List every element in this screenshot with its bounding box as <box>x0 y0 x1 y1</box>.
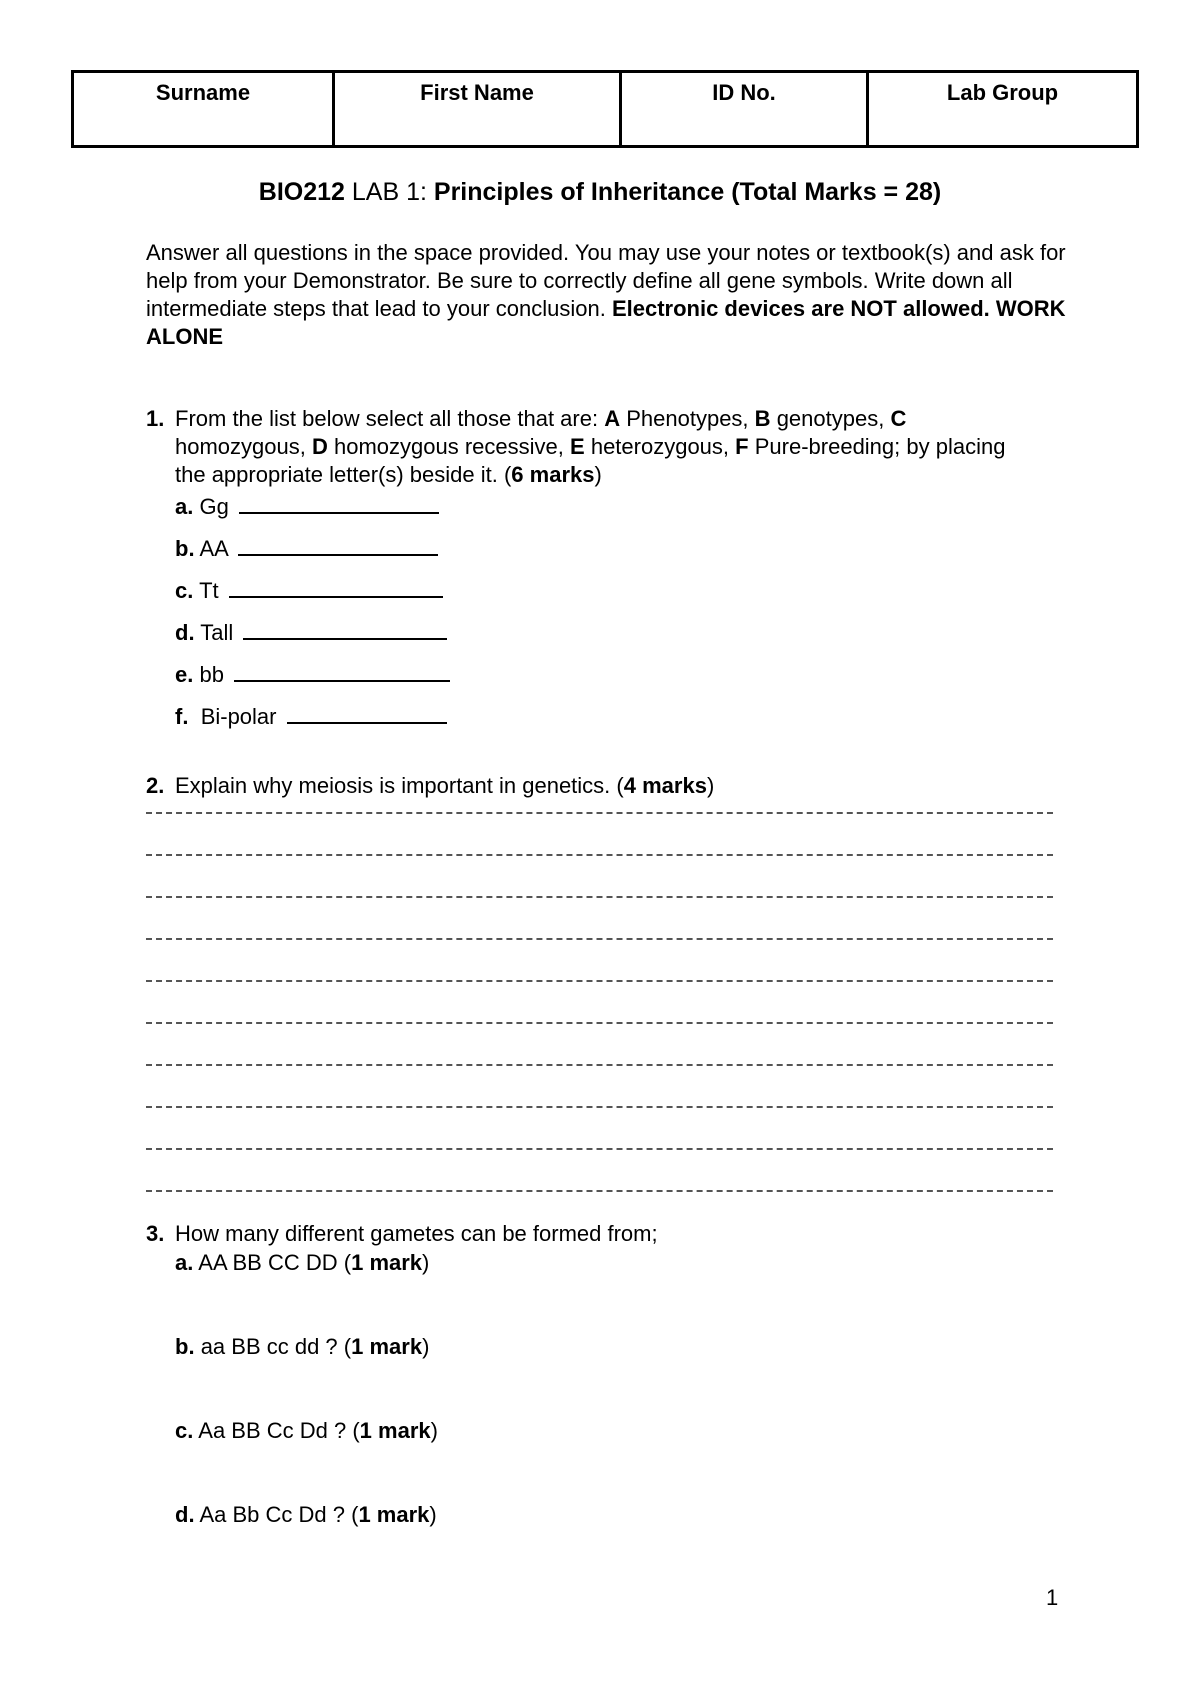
question-2: 2. Explain why meiosis is important in genetics. (4 marks) <box>146 773 715 798</box>
answer-line <box>146 1190 1053 1192</box>
answer-line <box>146 980 1053 982</box>
student-info-table <box>71 70 1139 148</box>
lab-group-cell[interactable]: Lab Group <box>868 72 1138 147</box>
answer-line <box>146 896 1053 898</box>
question-3: 3. How many different gametes can be formed from; <box>146 1221 658 1246</box>
q1-item-d: d. Tall <box>175 618 447 646</box>
answer-line <box>146 1022 1053 1024</box>
instructions: Answer all questions in the space provided. You may use your notes or textbook(s) and ask for help from your Demonstrator. Be sure to correctly define all gene symbols. Write down all intermediate steps that lead to your conclusion. Electronic devices are NOT allowed. WORK ALONE <box>146 240 1066 349</box>
answer-blank-c[interactable] <box>229 576 443 598</box>
q3-item-b: b. aa BB cc dd ? (1 mark) <box>175 1334 430 1359</box>
question-1: 1. From the list below select all those that are: A Phenotypes, B genotypes, C homozygous, D homozygous recessive, E heterozygous, F Pure-breeding; by placing the appropriate letter(s) beside it. (6 marks) <box>146 405 1026 489</box>
answer-blank-d[interactable] <box>243 618 447 640</box>
q1-item-a: a. Gg <box>175 492 439 520</box>
answer-line <box>146 854 1053 856</box>
page-title: BIO212 LAB 1: Principles of Inheritance (Total Marks = 28) <box>258 178 942 206</box>
answer-blank-a[interactable] <box>239 492 439 514</box>
q1-item-c: c. Tt <box>175 576 443 604</box>
answer-blank-f[interactable] <box>287 702 447 724</box>
answer-blank-e[interactable] <box>234 660 450 682</box>
q1-item-f: f. Bi-polar <box>175 702 447 730</box>
q3-item-a: a. AA BB CC DD (1 mark) <box>175 1250 430 1275</box>
question-2-text: Explain why meiosis is important in genetics. (4 marks) <box>175 773 715 798</box>
q1-item-e: e. bb <box>175 660 450 688</box>
page-number: 1 <box>1046 1585 1059 1610</box>
question-1-text: From the list below select all those that are: A Phenotypes, B genotypes, C homozygous, D homozygous recessive, E heterozygous, F Pure-breeding; by placing the appropriate letter(s) beside it. (6 marks) <box>175 406 1006 487</box>
answer-line <box>146 1148 1053 1150</box>
answer-blank-b[interactable] <box>238 534 438 556</box>
answer-line <box>146 812 1053 814</box>
q3-item-d: d. Aa Bb Cc Dd ? (1 mark) <box>175 1502 437 1527</box>
first-name-cell[interactable]: First Name <box>334 72 621 147</box>
answer-line <box>146 938 1053 940</box>
q1-item-b: b. AA <box>175 534 438 562</box>
question-3-text: How many different gametes can be formed from; <box>175 1221 658 1246</box>
q3-item-c: c. Aa BB Cc Dd ? (1 mark) <box>175 1418 438 1443</box>
answer-line <box>146 1106 1053 1108</box>
surname-cell[interactable]: Surname <box>73 72 334 147</box>
answer-line <box>146 1064 1053 1066</box>
id-number-cell[interactable]: ID No. <box>621 72 868 147</box>
